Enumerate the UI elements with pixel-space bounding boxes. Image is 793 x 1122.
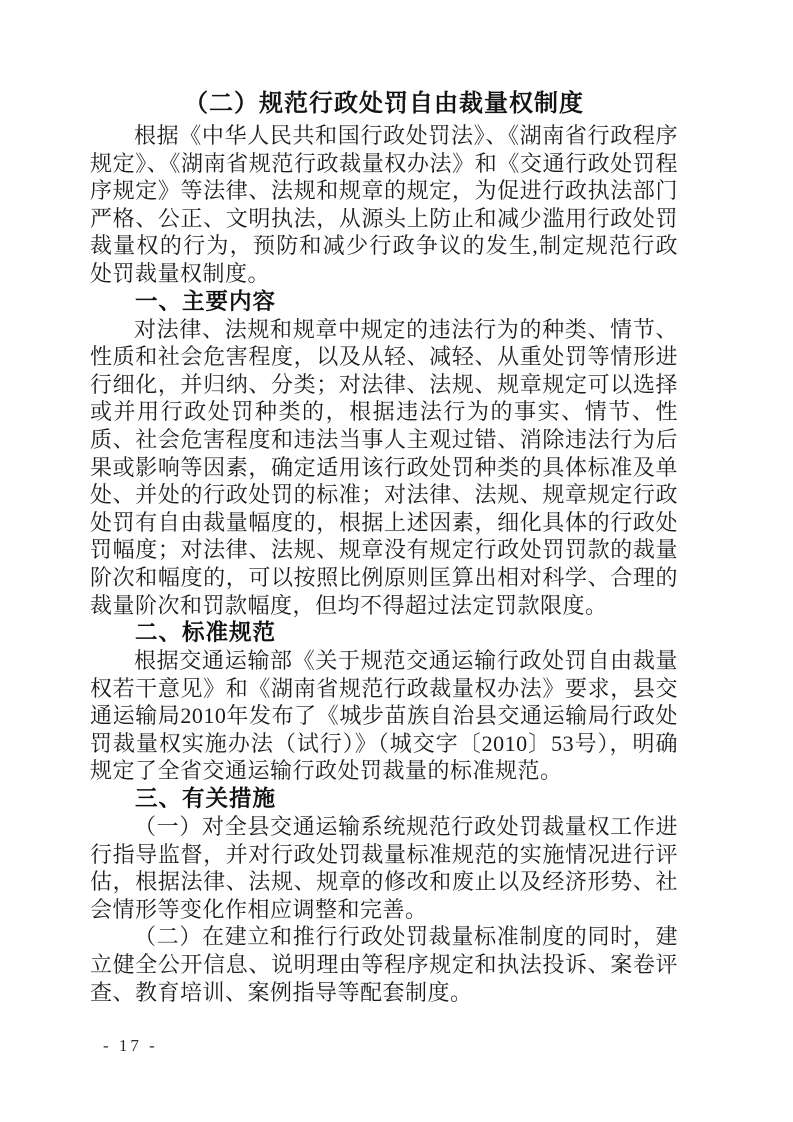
section-2-paragraph: 根据交通运输部《关于规范交通运输行政处罚自由裁量权若干意见》和《湖南省规范行政裁量权办法》要求，县交通运输局2010年发布了《城步苗族自治县交通运输局行政处罚裁量权实施办法（试行）》（城交字〔2010〕53号），明确规定了全省交通运输行政处罚裁量的标准规范。 bbox=[90, 648, 678, 784]
document-title: （二）规范行政处罚自由裁量权制度 bbox=[184, 91, 584, 117]
section-3-paragraph-1: （一）对全县交通运输系统规范行政处罚裁量权工作进行指导监督，并对行政处罚裁量标准规范的实施情况进行评估，根据法律、法规、规章的修改和废止以及经济形势、社会情形等变化作相应调整和完善。 bbox=[90, 814, 678, 922]
heading-section-1: 一、主要内容 bbox=[135, 288, 277, 314]
heading-section-3: 三、有关措施 bbox=[135, 786, 277, 812]
section-3-paragraph-2: （二）在建立和推行行政处罚裁量标准制度的同时，建立健全公开信息、说明理由等程序规定和执法投诉、案卷评查、教育培训、案例指导等配套制度。 bbox=[90, 924, 678, 1005]
page-number: - 17 - bbox=[103, 1036, 158, 1055]
heading-section-2: 二、标准规范 bbox=[135, 620, 277, 646]
intro-paragraph: 根据《中华人民共和国行政处罚法》、《湖南省行政程序规定》、《湖南省规范行政裁量权办法》和《交通行政处罚程序规定》等法律、法规和规章的规定，为促进行政执法部门严格、公正、文明执法，从源头上防止和减少滥用行政处罚裁量权的行为，预防和减少行政争议的发生,制定规范行政处罚裁量权制度。 bbox=[90, 123, 678, 286]
section-1-paragraph: 对法律、法规和规章中规定的违法行为的种类、情节、性质和社会危害程度，以及从轻、减轻、从重处罚等情形进行细化，并归纳、分类；对法律、法规、规章规定可以选择或并用行政处罚种类的，根据违法行为的事实、情节、性质、社会危害程度和违法当事人主观过错、消除违法行为后果或影响等因素，确定适用该行政处罚种类的具体标准及单处、并处的行政处罚的标准；对法律、法规、规章规定行政处罚有自由裁量幅度的，根据上述因素，细化具体的行政处罚幅度；对法律、法规、规章没有规定行政处罚罚款的裁量阶次和幅度的，可以按照比例原则匡算出相对科学、合理的裁量阶次和罚款幅度，但均不得超过法定罚款限度。 bbox=[90, 316, 678, 618]
document-body bbox=[90, 88, 678, 1006]
